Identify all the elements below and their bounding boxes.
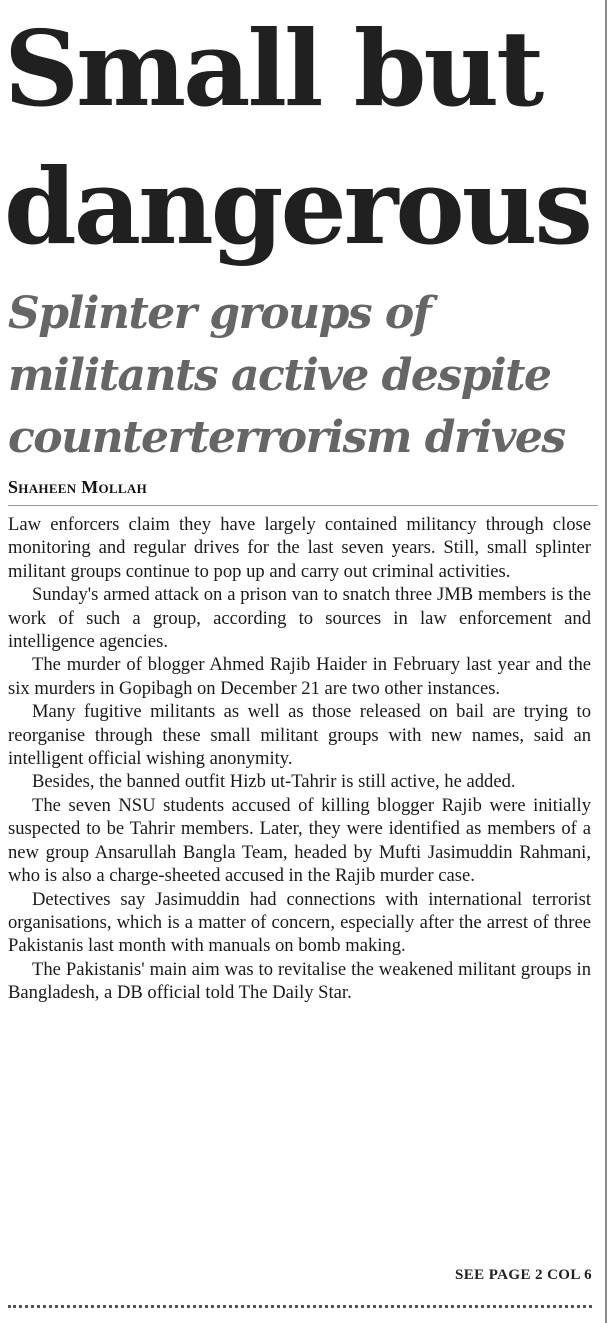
byline-divider <box>8 505 598 506</box>
paragraph-5: Besides, the banned outfit Hizb ut-Tahrir is still active, he added. <box>32 771 516 793</box>
subheadline <box>8 283 604 469</box>
subheadline-line-1: Splinter groups of <box>8 288 431 339</box>
paragraph-4: Many fugitive militants as well as those released on bail are trying to reorganise through these small militant groups with new names, said an intelligent official wishing anonymity. <box>8 701 591 770</box>
paragraph-3: The murder of blogger Ahmed Rajib Haider in February last year and the six murders in Gopibagh on December 21 are two other instances. <box>8 654 591 699</box>
paragraph-7: Detectives say Jasimuddin had connections with international terrorist organisations, which is a matter of concern, especially after the arrest of three Pakistanis last month with manuals on bomb making. <box>8 888 591 957</box>
paragraph-6: The seven NSU students accused of killing blogger Rajib were initially suspected to be Tahrir members. Later, they were identified as members of a new group Ansarullah Bangla Team, headed by Mufti Jasimuddin Rahmani, who is also a charge-sheeted accused in the Rajib murder case. <box>8 794 591 887</box>
byline: Shaheen Mollah <box>8 477 147 497</box>
continuation-note: SEE PAGE 2 COL 6 <box>455 1267 592 1283</box>
dotted-divider <box>8 1305 592 1308</box>
paragraph-2: Sunday's armed attack on a prison van to snatch three JMB members is the work of such a group, according to sources in law enforcement and intelligence agencies. <box>8 584 591 653</box>
headline <box>4 0 604 276</box>
subheadline-line-3: counterterrorism drives <box>8 412 565 463</box>
paragraph-1: Law enforcers claim they have largely contained militancy through close monitoring and regular drives for the last seven years. Still, small splinter militant groups continue to pop up and carry out criminal activities. <box>8 514 591 582</box>
subheadline-line-2: militants active despite <box>8 350 551 401</box>
headline-line-1: Small but <box>4 7 542 130</box>
headline-line-2: dangerous <box>4 145 590 268</box>
paragraph-8: The Pakistanis' main aim was to revitalise the weakened militant groups in Bangladesh, a DB official told The Daily Star. <box>8 958 591 1004</box>
column-divider <box>605 0 607 1323</box>
article-body <box>8 513 591 1005</box>
